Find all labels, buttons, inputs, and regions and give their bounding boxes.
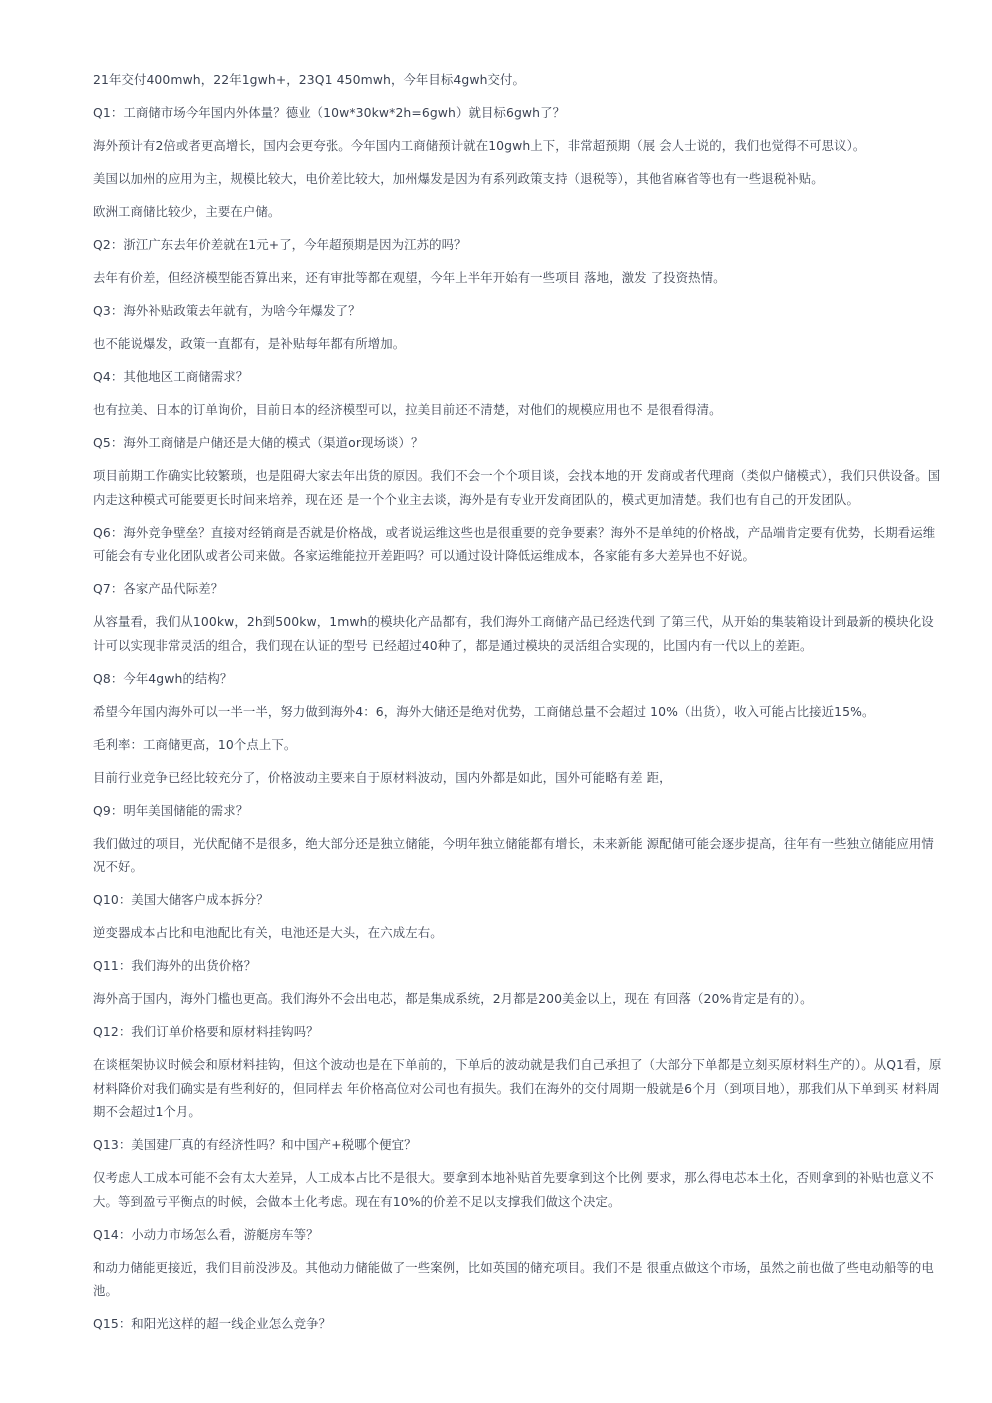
question-paragraph: Q6：海外竞争壁垒？直接对经销商是否就是价格战，或者说运维这些也是很重要的竞争要素？海外不是单纯的价格战，产品端肯定要有优势，长期看运维可能会有专业化团队或者公司来做。各家运维能拉开差距吗？可以通过设计降低运维成本，各家能有多大差异也不好说。 [93,524,936,563]
question-paragraph: Q9：明年美国储能的需求？ [93,802,249,818]
question-paragraph: Q2：浙江广东去年价差就在1元+了，今年超预期是因为江苏的吗？ [93,237,467,252]
document-body [93,68,943,1345]
question-paragraph: Q4：其他地区工商储需求？ [93,369,249,384]
answer-paragraph: 也不能说爆发，政策一直都有，是补贴每年都有所增加。 [93,336,406,351]
question-paragraph: Q14：小动力市场怎么看，游艇房车等？ [93,1226,319,1242]
question-paragraph: Q10：美国大储客户成本拆分？ [93,892,269,907]
question-paragraph: Q1：工商储市场今年国内外体量？德业（10w*30kw*2h=6gwh）就目标6gwh了？ [93,105,566,120]
answer-paragraph: 去年有价差，但经济模型能否算出来，还有审批等都在观望，今年上半年开始有一些项目 落地，激发 了投资热情。 [93,270,726,285]
answer-paragraph: 海外高于国内，海外门槛也更高。我们海外不会出电芯，都是集成系统，2月都是200美金以上，现在 有回落（20%肯定是有的）。 [93,991,813,1006]
answer-paragraph: 海外预计有2倍或者更高增长，国内会更夸张。今年国内工商储预计就在10gwh上下，非常超预期（展 会人士说的，我们也觉得不可思议）。 [93,138,866,153]
question-paragraph: Q5：海外工商储是户储还是大储的模式（渠道or现场谈）？ [93,435,424,450]
question-paragraph: Q12：我们订单价格要和原材料挂钩吗？ [93,1024,319,1039]
answer-paragraph: 和动力储能更接近，我们目前没涉及。其他动力储能做了一些案例，比如英国的储充项目。我们不是 很重点做这个市场，虽然之前也做了些电动船等的电池。 [93,1259,934,1298]
question-paragraph: Q13：美国建厂真的有经济性吗？和中国产+税哪个便宜？ [93,1137,417,1152]
question-paragraph: Q3：海外补贴政策去年就有，为啥今年爆发了？ [93,303,361,318]
answer-paragraph: 毛利率：工商储更高，10个点上下。 [93,736,297,752]
question-paragraph: Q15：和阳光这样的超一线企业怎么竞争？ [93,1316,332,1331]
question-paragraph: Q11：我们海外的出货价格？ [93,958,257,973]
answer-paragraph: 从容量看，我们从100kw，2h到500kw，1mwh的模块化产品都有，我们海外工商储产品已经迭代到 了第三代，从开始的集装箱设计到最新的模块化设计可以实现非常灵活的组合，我们现在认证的型号 已经超过40种了，都是通过模块的灵活组合实现的，比国内有一代以上的差距。 [93,614,934,653]
question-paragraph: Q7：各家产品代际差？ [93,581,224,596]
answer-paragraph: 欧洲工商储比较少，主要在户储。 [93,204,281,219]
answer-paragraph: 逆变器成本占比和电池配比有关，电池还是大头，在六成左右。 [93,925,443,940]
answer-paragraph: 希望今年国内海外可以一半一半，努力做到海外4：6，海外大储还是绝对优势，工商储总量不会超过 10%（出货），收入可能占比接近15%。 [93,703,875,719]
answer-paragraph: 也有拉美、日本的订单询价，目前日本的经济模型可以，拉美目前还不清楚，对他们的规模应用也不 是很看得清。 [93,402,722,417]
question-paragraph: Q8：今年4gwh的结构？ [93,670,233,686]
answer-paragraph: 我们做过的项目，光伏配储不是很多，绝大部分还是独立储能，今明年独立储能都有增长，未来新能 源配储可能会逐步提高，往年有一些独立储能应用情况不好。 [93,835,934,874]
answer-paragraph: 美国以加州的应用为主，规模比较大，电价差比较大，加州爆发是因为有系列政策支持（退税等），其他省麻省等也有一些退税补贴。 [93,171,824,186]
answer-paragraph: 在谈框架协议时候会和原材料挂钩，但这个波动也是在下单前的，下单后的波动就是我们自己承担了（大部分下单都是立刻买原材料生产的）。从Q1看，原材料降价对我们确实是有些利好的，但同样去 年价格高位对公司也有损失。我们在海外的交付周期一般就是6个月（到项目地），那我们从下单到买 材料周期不会超过1个月。 [93,1057,942,1119]
answer-paragraph: 项目前期工作确实比较繁琐，也是阻碍大家去年出货的原因。我们不会一个个项目谈，会找本地的开 发商或者代理商（类似户储模式），我们只供设备。国内走这种模式可能要更长时间来培养，现在还 是一个个业主去谈，海外是有专业开发商团队的，模式更加清楚。我们也有自己的开发团队。 [93,468,941,507]
answer-paragraph: 21年交付400mwh，22年1gwh+，23Q1 450mwh，今年目标4gwh交付。 [93,72,526,87]
answer-paragraph: 仅考虑人工成本可能不会有太大差异，人工成本占比不是很大。要拿到本地补贴首先要拿到这个比例 要求，那么得电芯本土化，否则拿到的补贴也意义不大。等到盈亏平衡点的时候，会做本土化考虑。现在有10%的价差不足以支撑我们做这个决定。 [93,1170,934,1209]
answer-paragraph: 目前行业竞争已经比较充分了，价格波动主要来自于原材料波动，国内外都是如此，国外可能略有差 距， [93,769,672,785]
